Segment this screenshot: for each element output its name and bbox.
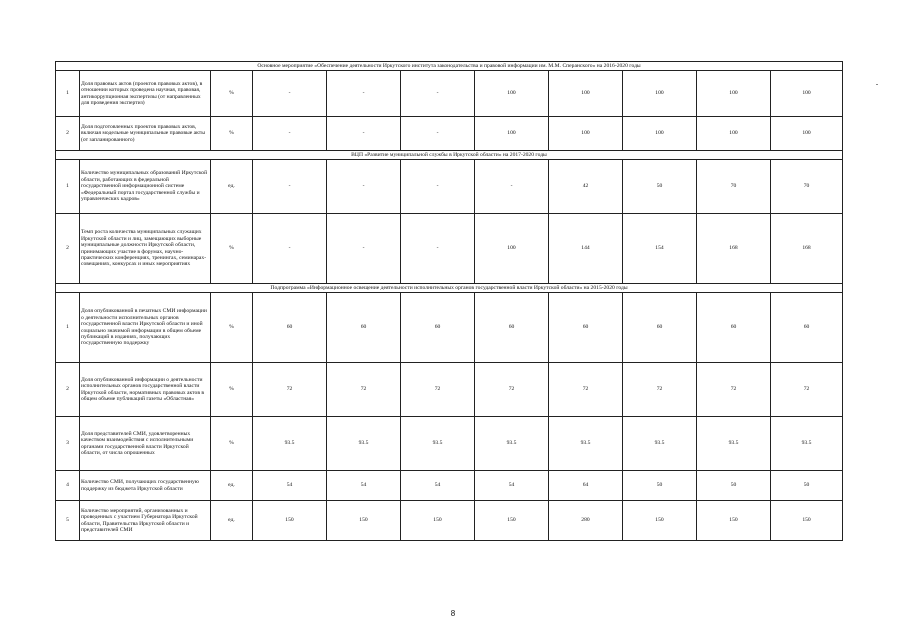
indicator-name: Количество муниципальных образований Иркутской области, работающих в федеральной государственной информационной системе «Федеральный портал государственной службы и управленческих кадров» <box>80 160 211 214</box>
value-cell: 54 <box>401 471 475 501</box>
value-cell: - <box>253 71 327 117</box>
value-cell: 100 <box>623 117 697 151</box>
row-number: 4 <box>56 471 80 501</box>
value-cell: - <box>327 160 401 214</box>
table-row <box>56 71 843 117</box>
unit-cell: % <box>211 214 253 284</box>
value-cell: 60 <box>475 293 549 363</box>
row-number: 3 <box>56 417 80 471</box>
row-number: 2 <box>56 363 80 417</box>
unit-cell: % <box>211 293 253 363</box>
indicator-name: Доля опубликованной в печатных СМИ информации о деятельности исполнительных органов государственной власти Иркутской области и иной социально значимой информации в общем объеме публикаций в изданиях, получающих государственную поддержку <box>80 293 211 363</box>
value-cell: 150 <box>697 501 771 541</box>
value-cell: 60 <box>697 293 771 363</box>
value-cell: 100 <box>549 117 623 151</box>
value-cell: - <box>327 71 401 117</box>
indicator-name: Темп роста количества муниципальных служащих Иркутской области и лиц, замещающих выборные муниципальные должности Иркутской области, принимающих участие в форумах, научно-практических конференциях, тренингах, семинарах-совещаниях, конкурсах и иных мероприятиях <box>80 214 211 284</box>
value-cell: 100 <box>771 71 843 117</box>
value-cell: - <box>401 160 475 214</box>
value-cell: 150 <box>253 501 327 541</box>
value-cell: - <box>327 117 401 151</box>
unit-cell: ед. <box>211 501 253 541</box>
unit-cell: % <box>211 417 253 471</box>
indicator-name: Доля представителей СМИ, удовлетворенных качеством взаимодействия с исполнительными органами государственной власти Иркутской области, от числа опрошенных <box>80 417 211 471</box>
row-number: 1 <box>56 293 80 363</box>
table-row <box>56 501 843 541</box>
value-cell: - <box>253 117 327 151</box>
table-row <box>56 363 843 417</box>
table-row <box>56 160 843 214</box>
value-cell: 60 <box>253 293 327 363</box>
value-cell: 100 <box>697 117 771 151</box>
value-cell: 150 <box>623 501 697 541</box>
section-header-row <box>56 151 843 160</box>
value-cell: - <box>253 160 327 214</box>
value-cell: 168 <box>771 214 843 284</box>
value-cell: 72 <box>697 363 771 417</box>
value-cell: 70 <box>771 160 843 214</box>
value-cell: 93.5 <box>623 417 697 471</box>
value-cell: - <box>401 214 475 284</box>
value-cell: 50 <box>623 471 697 501</box>
value-cell: - <box>327 214 401 284</box>
value-cell: 100 <box>475 71 549 117</box>
value-cell: 50 <box>771 471 843 501</box>
value-cell: 54 <box>253 471 327 501</box>
value-cell: 54 <box>327 471 401 501</box>
value-cell: 168 <box>697 214 771 284</box>
row-number: 5 <box>56 501 80 541</box>
value-cell: 150 <box>327 501 401 541</box>
value-cell: 60 <box>327 293 401 363</box>
indicators-table <box>55 61 843 541</box>
value-cell: - <box>401 71 475 117</box>
value-cell: 100 <box>623 71 697 117</box>
value-cell: 50 <box>623 160 697 214</box>
value-cell: 72 <box>401 363 475 417</box>
unit-cell: % <box>211 71 253 117</box>
table-row <box>56 417 843 471</box>
value-cell: 100 <box>549 71 623 117</box>
table-row <box>56 293 843 363</box>
value-cell: 93.5 <box>253 417 327 471</box>
row-number: 1 <box>56 160 80 214</box>
indicator-name: Доля правовых актов (проектов правовых актов), в отношении которых проведена научная, правовая, антикоррупционная экспертизы (от направленных для проведения экспертиз) <box>80 71 211 117</box>
value-cell: 100 <box>475 214 549 284</box>
row-number: 1 <box>56 71 80 117</box>
value-cell: 72 <box>475 363 549 417</box>
unit-cell: % <box>211 117 253 151</box>
value-cell: 100 <box>771 117 843 151</box>
value-cell: - <box>401 117 475 151</box>
value-cell: 150 <box>475 501 549 541</box>
scan-mark <box>876 84 878 85</box>
row-number: 2 <box>56 117 80 151</box>
indicator-name: Доля опубликованной информации о деятельности исполнительных органов государственной власти Иркутской области, нормативных правовых актов в общем объеме публикаций газеты «Областная» <box>80 363 211 417</box>
unit-cell: % <box>211 363 253 417</box>
section-title: Основное мероприятие «Обеспечение деятельности Иркутского института законодательства и правовой информации им. М.М. Сперанского» на 2016-2020 годы <box>56 62 843 71</box>
value-cell: - <box>475 160 549 214</box>
value-cell: 54 <box>475 471 549 501</box>
value-cell: 93.5 <box>771 417 843 471</box>
value-cell: 70 <box>697 160 771 214</box>
value-cell: 60 <box>549 293 623 363</box>
value-cell: 100 <box>475 117 549 151</box>
value-cell: 100 <box>697 71 771 117</box>
value-cell: 50 <box>697 471 771 501</box>
value-cell: 150 <box>771 501 843 541</box>
table-body <box>56 62 843 541</box>
value-cell: 93.5 <box>401 417 475 471</box>
value-cell: 93.5 <box>697 417 771 471</box>
value-cell: 280 <box>549 501 623 541</box>
value-cell: 93.5 <box>475 417 549 471</box>
value-cell: 154 <box>623 214 697 284</box>
value-cell: 72 <box>327 363 401 417</box>
value-cell: 72 <box>253 363 327 417</box>
unit-cell: ед. <box>211 160 253 214</box>
value-cell: 42 <box>549 160 623 214</box>
table-row <box>56 471 843 501</box>
value-cell: - <box>253 214 327 284</box>
value-cell: 144 <box>549 214 623 284</box>
indicator-name: Доля подготовленных проектов правовых актов, включая модельные муниципальные правовые акты (от запланированного) <box>80 117 211 151</box>
section-header-row <box>56 62 843 71</box>
unit-cell: ед. <box>211 471 253 501</box>
value-cell: 150 <box>401 501 475 541</box>
value-cell: 72 <box>623 363 697 417</box>
value-cell: 93.5 <box>549 417 623 471</box>
indicator-name: Количество СМИ, получающих государственную поддержку из бюджета Иркутской области <box>80 471 211 501</box>
row-number: 2 <box>56 214 80 284</box>
value-cell: 60 <box>771 293 843 363</box>
value-cell: 64 <box>549 471 623 501</box>
value-cell: 93.5 <box>327 417 401 471</box>
section-header-row <box>56 284 843 293</box>
table-row <box>56 214 843 284</box>
section-title: Подпрограмма «Информационное освещение деятельности исполнительных органов государственной власти Иркутской области» на 2015-2020 годы <box>56 284 843 293</box>
value-cell: 60 <box>401 293 475 363</box>
section-title: ВЦП «Развитие муниципальной службы в Иркутской области» на 2017-2020 годы <box>56 151 843 160</box>
page-number: 8 <box>450 609 456 618</box>
table-row <box>56 117 843 151</box>
value-cell: 60 <box>623 293 697 363</box>
value-cell: 72 <box>549 363 623 417</box>
value-cell: 72 <box>771 363 843 417</box>
indicator-name: Количество мероприятий, организованных и проведенных с участием Губернатора Иркутской области, Правительства Иркутской области и представителей СМИ <box>80 501 211 541</box>
